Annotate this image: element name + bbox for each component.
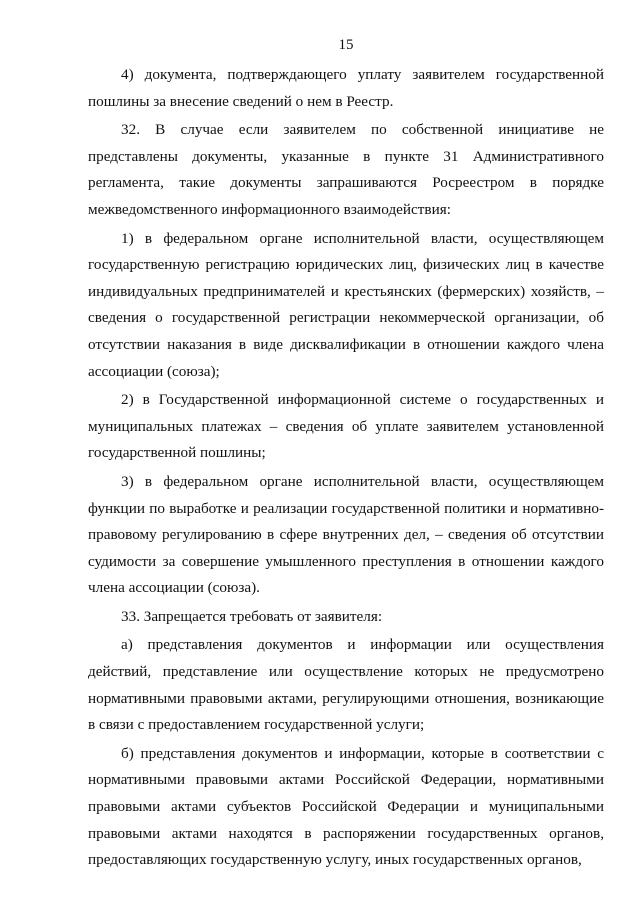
paragraph-item-2: 2) в Государственной информационной системе о государственных и муниципальных платежах – сведения об уплате заявителем установленной государственной пошлины; (88, 391, 604, 462)
paragraph-item-1: 1) в федеральном органе исполнительной власти, осуществляющем государственную регистрацию юридических лиц, физических лиц в качестве индивидуальных предпринимателей и крестьянских (фермерских) хозяйств, – сведения о государственной регистрации некоммерческой организации, об отсутствии наказания в виде дисквалификации в отношении каждого члена ассоциации (союза); (88, 229, 604, 380)
document-body (88, 62, 604, 874)
paragraph-clause-32: 32. В случае если заявителем по собственной инициативе не представлены документы, указанные в пункте 31 Административного регламента, такие документы запрашиваются Росреестром в порядке межведомственного информационного взаимодействия: (88, 121, 604, 218)
paragraph-item-b: б) представления документов и информации, которые в соответствии с нормативными правовыми актами Российской Федерации, нормативными правовыми актами субъектов Российской Федерации и муниципальными правовыми актами находятся в распоряжении государственных органов, предоставляющих государственную услугу, иных государственных органов, (88, 744, 604, 869)
paragraph-item-4: 4) документа, подтверждающего уплату заявителем государственной пошлины за внесение сведений о нем в Реестр. (88, 66, 604, 110)
page-number: 15 (338, 37, 354, 53)
paragraph-item-a: а) представления документов и информации или осуществления действий, представление или осуществление которых не предусмотрено нормативными правовыми актами, регулирующими отношения, возникающие в связи с предоставлением государственной услуги; (88, 636, 604, 734)
paragraph-item-3: 3) в федеральном органе исполнительной власти, осуществляющем функции по выработке и реализации государственной политики и нормативно-правовому регулированию в сфере внутренних дел, – сведения об отсутствии судимости за совершение умышленного преступления в отношении каждого члена ассоциации (союза). (88, 472, 604, 597)
paragraph-clause-33: 33. Запрещается требовать от заявителя: (121, 607, 383, 625)
